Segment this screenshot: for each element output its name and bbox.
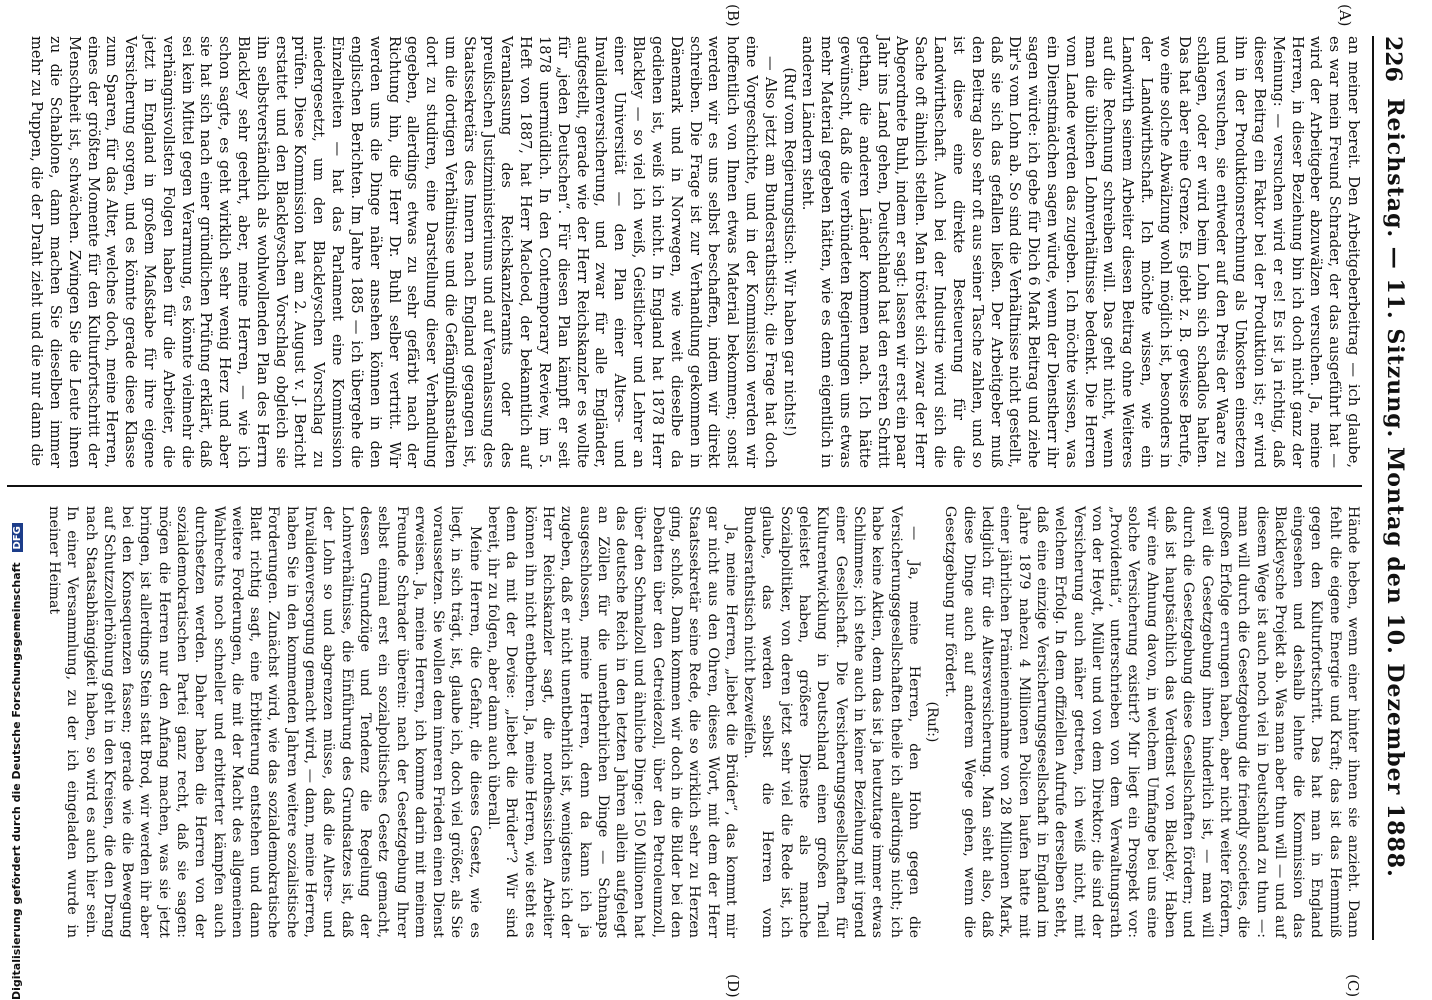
digitization-footer bbox=[10, 0, 24, 1000]
footer-text: Digitalisierung gefördert durch die Deutsche Forschungsgemeinschaft bbox=[10, 562, 23, 1000]
paragraph: Meine Herren, die Gefahr, die dieses Gesetz, wie es liegt, in sich trägt, ist, glaube ich, doch viel größer, als Sie voraussetzen. Sie wollen dem inneren Frieden einen Dienst erweisen. Ja, meine Herren, ich komme darin mit meinem Freunde Schrader überein: nach der Gesetzgebung Ihrer selbst einmal erst ein sozialpolitisches Gesetz gemacht, dessen Grundzüge und Tendenz die Regelung der Lohnverhältnisse, die Einführung des Grundsatzes ist, daß der Lohn so und abgrenzen müsse, daß die Alters- und Invalidenversorgung gemacht wird, — dann, meine Herren, haben Sie in den kommenden Jahren weitere sozialistische Forderungen. Zunächst wird, wie das sozialdemokratische Blatt richtig sagt, eine Erbitterung entstehen und dann weitere Forderungen, die mit der Macht des allgemeinen Wahlrechts noch schneller und erbitterter kämpfen auch durchsetzen werden. Daher haben die Herren von der sozialdemokratischen Partei ganz recht, daß sie sagen: mögen die Herren nur den Anfang machen, was sie jetzt bringen, ist allerdings Stein statt Brod, wir werden ihr aber bei den Konsequenzen fassen; gerade wie die Bewegung auf Schutzzollerhöhung geht in den Kreisen, die den Drang nach Staatsabhängigkeit haben, so wird es auch hier sein. In einer Versammlung, zu der ich eingeladen wurde in meiner Heimat bbox=[45, 506, 483, 938]
dfg-logo: DFG bbox=[12, 523, 23, 552]
interjection: (Ruf:) bbox=[924, 701, 941, 743]
margin-mark-d: (D) bbox=[724, 974, 742, 998]
margin-mark-a: (A) bbox=[1336, 4, 1354, 27]
interjection: (Ruf vom Regierungstisch: Wir haben gar nichts!) bbox=[780, 67, 798, 437]
header-rule bbox=[1372, 36, 1374, 940]
page-header bbox=[1372, 36, 1412, 940]
paragraph: Ja, meine Herren, „liebet die Brüder“, das kommt mir gar nicht aus den Ohren, dieses Wort, mit dem der Herr Staatssekretär seine Rede, die so wirklich sehr zu Herzen ging, schloß. Dann kommen wir doch in die Bilder bei den Debatten über den Getreidezoll, über den Petroleumzoll, über den Schmalzoll und ähnliche Dinge: 150 Millionen hat das deutsche Reich in den letzten Jahren allein aufgelegt an Zöllen für die unentbehrlichen Dinge — Schnaps ausgeschlossen, meine Herren, denn da kann ich ja zugeben, daß er nicht unentbehrlich ist, wenigstens ich der Herr Reichskanzler sagt, die nordhessischen Arbeiter können ihn nicht entbehren. Ja, meine Herren, wie steht es denn da mit der Devise: „liebet die Brüder“? Wir sind bereit, ihr zu folgen, aber dann auch überall. bbox=[485, 506, 739, 938]
right-column bbox=[2, 506, 1362, 938]
paragraph: an meiner bereit. Den Arbeitgeberbeitrag — ich glaube, es war mein Freund Schrader, der das ausgeführt hat — wird der Arbeitgeber abzuwälzen versuchen. Ja, meine Herren, in dieser Beziehung bin ich doch nicht ganz der Meinung: — versuchen wird er es! Es ist ja richtig, daß dieser Beitrag ein Faktor bei der Produktion ist; er wird ihn in der Produktionsrechnung als Unkosten einsetzen und versuchen, sie entweder auf den Preis der Waare zu schlagen, oder er wird beim Lohn sich schadlos halten. Das hat aber eine Grenze. Es giebt z. B. gewisse Berufe, wo eine solche Abwälzung wohl möglich ist, besonders in der Landwirthschaft. Ich möchte wissen, wie ein Landwirth seinem Arbeiter diesen Beitrag ohne Weiteres auf die Rechnung schreiben will. Das geht nicht, wenn man die üblichen Lohnverhältnisse bedenkt. Die Herren vom Lande werden das zugeben. Ich möchte wissen, was ein Dienstmädchen sagen würde, wenn der Dienstherr ihr sagen würde: ich gebe für Dich 6 Mark Beitrag und ziehe Dir's vom Lohn ab. So sind die Verhältnisse nicht gestellt, daß sie sich das gefallen ließen. Der Arbeitgeber muß den Beitrag also sehr oft aus seiner Tasche zahlen, und so ist diese eine direkte Besteuerung für die Landwirthschaft. Auch bei der Industrie wird sich die Sache oft ähnlich stellen. Man tröstet sich zwar der Herr Abgeordnete Buhl, indem er sagt: lassen wir erst ein paar Jahr ins Land gehen, Deutschland hat den ersten Schritt gethan, die anderen Länder kommen nach. Ich hätte gewünscht, daß die verbündeten Regierungen uns etwas mehr Material gegeben hätten, wie es denn eigentlich in anderen Ländern steht. bbox=[799, 36, 1362, 468]
paragraph: — Ja, meine Herren, den Hohn gegen die Versicherungsgesellschaften theile ich allerdings nicht; ich habe keine Aktien, denn das ist ja heutzutage immer etwas Schlimmes; ich stehe auch in keiner Beziehung mit irgend einer Gesellschaft. Die Versicherungsgesellschaften für Kulturentwicklung in Deutschland einen großen Theil geleistet haben, größere Dienste als manche Sozialpolitiker, von deren jetzt sehr viel die Rede ist, ich glaube, das werden selbst die Herren vom Bundesrathstisch nicht bezweifeln. bbox=[741, 506, 922, 938]
paragraph: — Also jetzt am Bundesrathstisch; die Frage hat doch eine Vorgeschichte, und in der Kommission werden wir hoffentlich von Ihnen etwas Material bekommen; sonst werden wir es uns selbst beschaffen, indem wir direkt schreiben. Die Frage ist zur Verhandlung gekommen in Dänemark und in Norwegen, wie weit dieselbe da gediehen ist, weiß ich nicht. In England hat 1878 Herr Blackley — so viel ich weiß, Geistlicher und Lehrer an einer Universität — den Plan einer Alters- und Invalidenversicherung, und zwar für alle Engländer, aufgestellt, gerade wie der Herr Reichskanzler es wollte für „jeden Deutschen“. Für diesen Plan kämpft er seit 1878 unermüdlich. In den Contemporary Review, im 5. Heft von 1887, hat Herr Macleod, der bekanntlich auf Veranlassung des Reichskanzleramts oder des preußischen Justizministeriums und auf Veranlassung des Staatssekretärs des Innern nach England gegangen ist, um die dortigen Verhältnisse und die Gefängnißanstalten dort zu studiren, eine Darstellung dieser Verhandlung gegeben, allerdings etwas zu sehr gefärbt nach der Richtung hin, die Herr Dr. Buhl selber vertritt. Wir werden uns die Dinge näher ansehen können in den englischen Berichten. Im Jahre 1885 — ich übergehe die Einzelheiten — hat das Parlament eine Kommission niedergesetzt, um den Blackleyschen Vorschlag zu prüfen. Diese Kommission hat am 2. August v. J. Bericht erstattet und den Blackleyschen Vorschlag obgleich sie ihn selbstverständlich als wohlwollenden Plan des Herrn Blackley sehr geehrt, aber, meine Herren, — wie ich schon sagte, es geht wirklich sehr wenig Herz und aber sie hat sich nach einer gründlichen Prüfung erklärt, daß sei kein Mittel gegen Verarmung, es könnte vielmehr die verhängnisvollsten Folgen haben für die Arbeiter, die jetzt in England in großem Maßstabe für ihre eigene Versicherung sorgen, und es könnte gerade diese Klasse zum Sparen, für das Alter, welches doch, meine Herren, eines der größten Momente für den Kulturfortschritt der Menschheit ist, schwächen. Zwingen Sie die Leute ihnen zu die Schablone, dann machen Sie dieselben immer mehr zu Puppen, die der Draht zieht und die nur dann die bbox=[28, 36, 779, 468]
column-divider bbox=[7, 485, 1362, 487]
page-number: 226 bbox=[1380, 36, 1406, 82]
margin-mark-b: (B) bbox=[724, 4, 742, 27]
left-column bbox=[2, 36, 1362, 468]
paragraph: Hände heben, wenn einer hinter ihnen sie anzieht. Dann fehlt die eigene Energie und Kraft; das ist das Hemmniß gegen den Kulturfortschritt. Das hat man in England eingesehen und deshalb lehnte die Kommission das Blackleysche Projekt ab. Was man aber thun will — und auf diesem Wege ist auch noch viel in Deutschland zu thun —: man will durch die Gesetzgebung die friendly societies, die großen Erfolge errungen haben, aber nicht weiter fördern, weil die Gesetzgebung ihnen hinderlich ist, — man will durch die Gesetzgebung diese Gesellschaften fördern; und daß ist hauptsächlich das Verdienst von Blackley. Haben wir eine Ahnung davon, in welchem Umfange bei uns eine solche Versicherung existirt? Mir liegt ein Prospekt vor: „Providentia“, unterschrieben von dem Verwaltungsrath von der Heydt, Müller und von dem Direktor; die sind der Versicherung auch näher getreten, ich weiß nicht, mit welchem Erfolg. In dem offiziellen Aufrufe derselben steht, daß eine einzige Versicherungsgesellschaft in England im Jahre 1879 nahezu 4 Millionen Policen laufen hatte mit einer jährlichen Prämieneinnahme von 28 Millionen Mark, lediglich für die Altersversicherung. Man sieht also, daß diese Dinge auch auf anderem Wege gehen, wenn die Gesetzgebung nur fördert. bbox=[942, 506, 1361, 938]
running-head: Reichstag. — 11. Sitzung. Montag den 10. Dezember 1888. bbox=[1382, 98, 1408, 878]
margin-mark-c: (C) bbox=[1344, 974, 1362, 998]
